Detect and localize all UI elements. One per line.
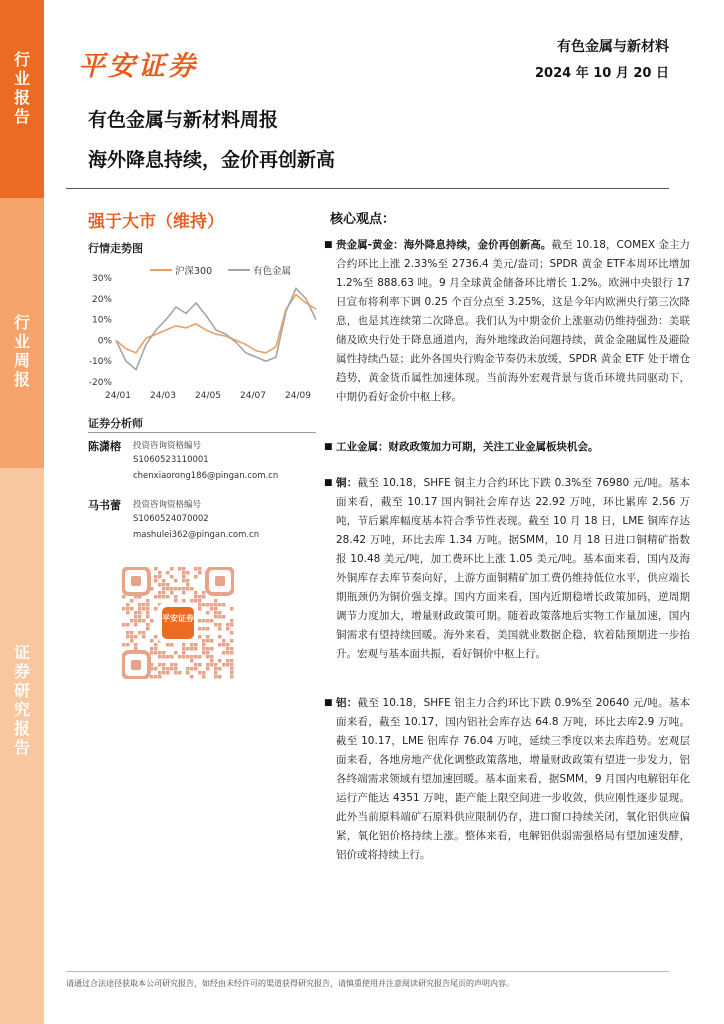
- sidebar-label-research: 证券研究报告: [13, 643, 30, 757]
- footer-divider: [66, 971, 669, 972]
- y-tick-label: 10%: [91, 315, 112, 326]
- bullet-icon: ■: [324, 240, 333, 250]
- analyst-cert-label: 投资咨询资格编号: [133, 500, 202, 510]
- bullet-icon: ■: [324, 442, 333, 452]
- qr-logo: [162, 607, 194, 639]
- analyst-cert-label: 投资咨询资格编号: [133, 441, 202, 451]
- company-logo: 平安证券: [78, 51, 198, 82]
- series-line: [116, 288, 316, 369]
- analysts-heading: 证券分析师: [88, 417, 143, 430]
- report-date: 2024 年 10 月 20 日: [535, 66, 669, 81]
- paragraph-lead: 铝：: [336, 697, 358, 709]
- y-tick-label: 30%: [91, 274, 112, 284]
- bullet-icon: ■: [324, 478, 333, 488]
- market-trend-chart: [88, 258, 320, 406]
- paragraph-lead: 贵金属-黄金：海外降息持续，金价再创新高。: [336, 239, 552, 251]
- paragraph-lead: 工业金属：财政政策加力可期，关注工业金属板块机会。: [336, 441, 599, 453]
- paragraph-body: 截至 10.18，SHFE 铝主力合约环比下跌 0.9%至 20640 元/吨。基本面来看，截至 10.17，国内铝社会库存达 64.8 万吨，环比去库2.9 万吨。截至 10.17，LME 铝库存 76.04 万吨，延续三季度以来去库趋势。宏观层面来看，各地房地产优化调整政策落地，增量财政政策有望进一步发力，铝各终端需求领域有望加速回暖。基本面来看，据SMM，9 月国内电解铝年化运行产能达 4351 万吨，距产能上限空间进一步收敛，供应刚性逐步显现。此外当前原料端矿石原料供应限制仍存，进口窗口持续关闭，氧化铝供应偏紧，氧化铝价格持续上涨。整体来看，电解铝供弱需强格局有望加速发酵，铝价或将持续上行。: [336, 697, 690, 861]
- footer-disclaimer: 请通过合法途径获取本公司研究报告，如经由未经许可的渠道获得研究报告，请慎重使用并注意阅读研究报告尾页的声明内容。: [66, 979, 514, 988]
- paragraph-gold: [324, 236, 691, 407]
- paragraph-copper: [324, 474, 690, 664]
- sidebar-label-report: 行业报告: [13, 50, 30, 126]
- legend-label: 有色金属: [253, 266, 292, 277]
- qr-finder-center: [215, 576, 225, 586]
- qr-finder-center: [131, 576, 141, 586]
- sidebar-band-mid: [0, 198, 44, 468]
- y-tick-label: 20%: [91, 294, 112, 305]
- sidebar-label-weekly: 行业周报: [13, 313, 30, 389]
- core-heading: 核心观点：: [330, 212, 396, 227]
- report-title: 有色金属与新材料周报: [88, 109, 279, 131]
- report-subtitle: 海外降息持续，金价再创新高: [88, 149, 336, 171]
- y-tick-label: -20%: [88, 378, 112, 388]
- sidebar-band-top: [0, 0, 44, 198]
- y-tick-label: -10%: [88, 357, 112, 368]
- analyst-name: 陈潇榕: [88, 440, 121, 453]
- rating-label: 强于大市（维持）: [88, 212, 224, 232]
- qr-finder-center: [131, 660, 141, 670]
- x-tick-label: 24/03: [150, 391, 176, 401]
- paragraph-industrial: [324, 438, 690, 457]
- qr-logo-text: 平安证券: [162, 614, 194, 623]
- header-divider: [66, 188, 669, 189]
- x-tick-label: 24/05: [195, 391, 221, 401]
- paragraph-body: 截至 10.18，SHFE 铜主力合约环比下跌 0.3%至 76980 元/吨。基本面来看，截至 10.17 国内铜社会库存达 22.92 万吨，环比累库 2.56 万吨，节后累库幅度基本符合季节性表现。截至 10 月 18 日，LME 铜库存达 28.42 万吨，环比去库 1.34 万吨。据SMM，10 月 18 日进口铜精矿指数报 10.48 美元/吨，加工费环比上涨 1.05 美元/吨。基本面来看，国内及海外铜库存去库节奏向好，上游方面铜精矿加工费仍维持低位水平，供应端长期瓶颈仍为铜价强支撑。国内方面来看，国内近期稳增长政策加码，逆周期调节力度加大，增量财政政策可期。随着政策落地后实物工作量加速，国内铜需求有望持续回暖。海外来看，美国就业数据企稳，软着陆预期进一步抬升。宏观与基本面共振，看好铜价中枢上行。: [336, 477, 690, 660]
- x-tick-label: 24/07: [240, 391, 266, 401]
- analyst-email[interactable]: mashulei362@pingan.com.cn: [133, 530, 260, 540]
- analyst-cert-no: S1060524070002: [133, 514, 209, 524]
- paragraph-aluminum: [324, 694, 690, 865]
- analyst-email[interactable]: chenxiaorong186@pingan.com.cn: [133, 471, 279, 481]
- y-tick-label: 0%: [97, 336, 112, 347]
- sidebar-band-bottom: [0, 468, 44, 1024]
- qr-code: [122, 567, 234, 679]
- sector-label: 有色金属与新材料: [557, 39, 669, 55]
- x-tick-label: 24/09: [285, 391, 311, 401]
- analysts-divider: [88, 432, 316, 433]
- analyst-name: 马书蕾: [88, 499, 121, 512]
- bullet-icon: ■: [324, 698, 333, 708]
- analyst-cert-no: S1060523110001: [133, 455, 209, 465]
- legend-label: 沪深300: [175, 266, 213, 277]
- paragraph-lead: 铜：: [336, 477, 358, 489]
- chart-title: 行情走势图: [88, 242, 143, 255]
- x-tick-label: 24/01: [105, 391, 131, 401]
- paragraph-body: 截至 10.18，COMEX 金主力合约环比上涨 2.33%至 2736.4 美元/盎司；SPDR 黄金 ETF本周环比增加 1.2%至 888.63 吨。9 月全球黄金储备环比增长 1.2%。欧洲中央银行 17 日宣布将利率下调 0.25 个百分点至 3.25%，这是今年内欧洲央行第三次降息，也是其连续第二次降息。我们认为中期金价上涨驱动仍维持强劲：美联储及欧央行处于降息通道内，海外地缘政治问题持续，黄金金融属性及避险属性持续凸显；此外各国央行购金节奏仍未放缓，SPDR 黄金 ETF 处于增仓趋势，黄金货币属性加速体现。当前海外宏观背景与货币环境共同驱动下，中期仍看好金价中枢上移。: [336, 239, 691, 403]
